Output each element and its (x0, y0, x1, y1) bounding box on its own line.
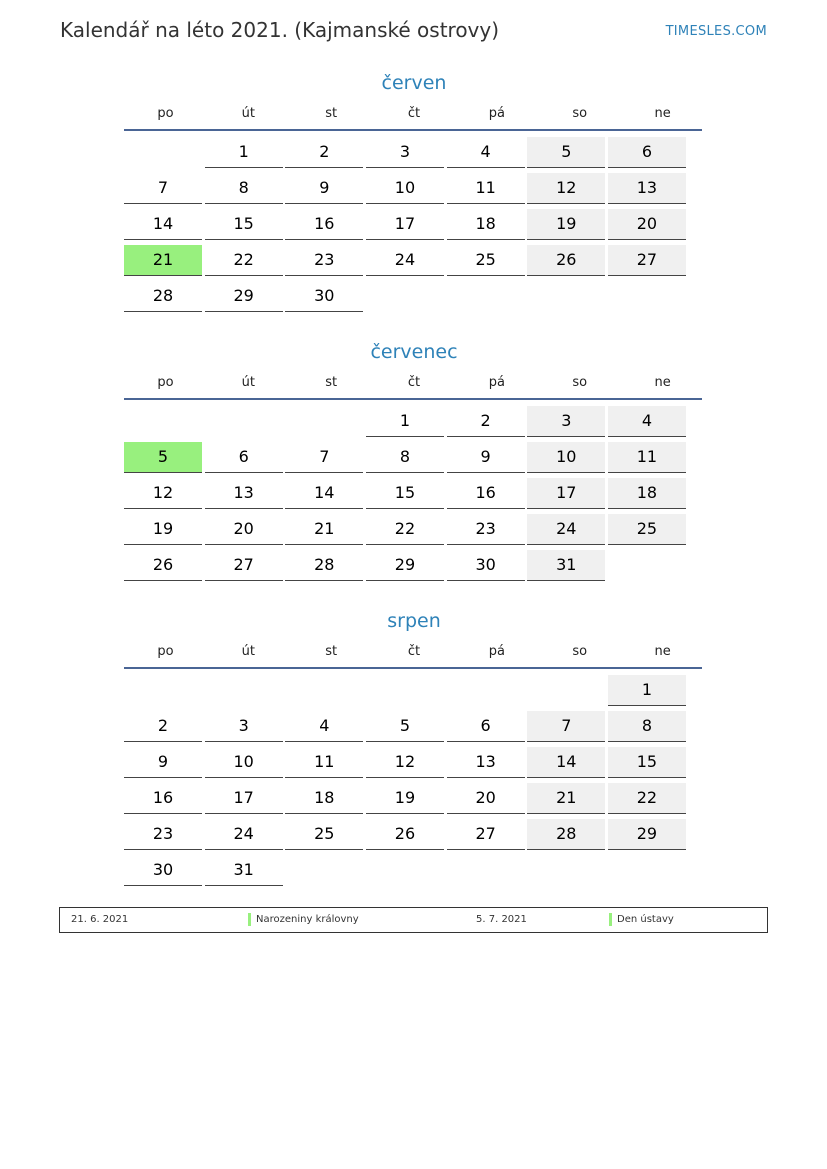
empty-cell (366, 855, 444, 885)
day-cell[interactable]: 11 (285, 747, 363, 778)
day-cell[interactable]: 29 (205, 281, 283, 312)
weekday-label: čt (407, 106, 421, 121)
day-cell[interactable]: 12 (527, 173, 605, 204)
week-row (124, 817, 704, 853)
day-cell[interactable]: 17 (527, 478, 605, 509)
day-cell[interactable]: 7 (527, 711, 605, 742)
week-row (124, 171, 704, 207)
day-cell[interactable]: 23 (447, 514, 525, 545)
day-cell[interactable]: 13 (447, 747, 525, 778)
day-cell[interactable]: 4 (608, 406, 686, 437)
empty-cell (527, 675, 605, 705)
day-cell[interactable]: 23 (124, 819, 202, 850)
weekday-label: út (241, 106, 255, 121)
holiday-day-cell[interactable]: 5 (124, 442, 202, 473)
empty-cell (285, 675, 363, 705)
day-cell[interactable]: 27 (205, 550, 283, 581)
week-row (124, 135, 704, 171)
week-row (124, 243, 704, 279)
day-cell[interactable]: 1 (366, 406, 444, 437)
day-cell[interactable]: 18 (447, 209, 525, 240)
day-cell[interactable]: 4 (447, 137, 525, 168)
week-row (124, 548, 704, 584)
day-cell[interactable]: 30 (124, 855, 202, 886)
day-cell[interactable]: 11 (447, 173, 525, 204)
day-cell[interactable]: 6 (205, 442, 283, 473)
day-cell[interactable]: 13 (205, 478, 283, 509)
day-cell[interactable]: 6 (608, 137, 686, 168)
month-june (124, 68, 704, 315)
day-cell[interactable]: 8 (608, 711, 686, 742)
day-cell[interactable]: 25 (447, 245, 525, 276)
day-cell[interactable]: 2 (124, 711, 202, 742)
day-cell[interactable]: 17 (205, 783, 283, 814)
weekday-label: so (572, 644, 588, 659)
day-cell[interactable]: 1 (608, 675, 686, 706)
weekday-label: čt (407, 644, 421, 659)
empty-cell (124, 137, 202, 167)
legend-date: 21. 6. 2021 (71, 914, 129, 925)
day-cell[interactable]: 18 (285, 783, 363, 814)
month-title: červen (381, 72, 447, 94)
month-title: srpen (387, 610, 441, 632)
weekday-label: st (325, 106, 338, 121)
holiday-color-swatch (609, 913, 612, 926)
weekday-label: po (157, 106, 174, 121)
week-row (124, 440, 704, 476)
day-cell[interactable]: 14 (124, 209, 202, 240)
day-cell[interactable]: 24 (366, 245, 444, 276)
header-divider (124, 129, 702, 131)
day-cell[interactable]: 19 (366, 783, 444, 814)
day-cell[interactable]: 15 (366, 478, 444, 509)
day-cell[interactable]: 18 (608, 478, 686, 509)
week-row (124, 745, 704, 781)
empty-cell (608, 281, 686, 311)
day-cell[interactable]: 28 (124, 281, 202, 312)
day-cell[interactable]: 9 (285, 173, 363, 204)
header-divider (124, 667, 702, 669)
day-cell[interactable]: 7 (285, 442, 363, 473)
week-row (124, 673, 704, 709)
day-cell[interactable]: 22 (608, 783, 686, 814)
day-cell[interactable]: 10 (527, 442, 605, 473)
week-row (124, 404, 704, 440)
day-cell[interactable]: 14 (285, 478, 363, 509)
week-row (124, 279, 704, 315)
weekday-label: ne (654, 375, 671, 390)
page-title: Kalendář na léto 2021. (Kajmanské ostrovy) (60, 18, 500, 42)
weekday-label: st (325, 375, 338, 390)
day-cell[interactable]: 16 (447, 478, 525, 509)
holiday-day-cell[interactable]: 21 (124, 245, 202, 276)
empty-cell (124, 406, 202, 436)
holiday-color-swatch (248, 913, 251, 926)
weekday-label: út (241, 375, 255, 390)
day-cell[interactable]: 26 (366, 819, 444, 850)
weekday-header (124, 374, 704, 398)
weekday-label: po (157, 375, 174, 390)
week-row (124, 476, 704, 512)
day-cell[interactable]: 16 (285, 209, 363, 240)
empty-cell (447, 675, 525, 705)
day-cell[interactable]: 29 (366, 550, 444, 581)
empty-cell (285, 406, 363, 436)
weekday-label: so (572, 106, 588, 121)
day-cell[interactable]: 12 (366, 747, 444, 778)
weekday-label: so (572, 375, 588, 390)
day-cell[interactable]: 20 (447, 783, 525, 814)
empty-cell (608, 855, 686, 885)
day-cell[interactable]: 15 (608, 747, 686, 778)
empty-cell (205, 675, 283, 705)
legend-holiday-name: Den ústavy (617, 914, 674, 925)
day-cell[interactable]: 13 (608, 173, 686, 204)
day-cell[interactable]: 8 (366, 442, 444, 473)
empty-cell (366, 675, 444, 705)
day-cell[interactable]: 22 (205, 245, 283, 276)
day-cell[interactable]: 4 (285, 711, 363, 742)
legend-date: 5. 7. 2021 (476, 914, 527, 925)
day-cell[interactable]: 24 (527, 514, 605, 545)
day-cell[interactable]: 20 (205, 514, 283, 545)
holiday-legend (59, 907, 768, 933)
week-row (124, 781, 704, 817)
week-row (124, 512, 704, 548)
day-cell[interactable]: 27 (608, 245, 686, 276)
empty-cell (124, 675, 202, 705)
day-cell[interactable]: 3 (527, 406, 605, 437)
day-cell[interactable]: 30 (447, 550, 525, 581)
empty-cell (366, 281, 444, 311)
day-cell[interactable]: 6 (447, 711, 525, 742)
empty-cell (205, 406, 283, 436)
month-title: červenec (370, 341, 458, 363)
weekday-header (124, 643, 704, 667)
calendar-grid (124, 673, 704, 889)
month-july (124, 337, 704, 584)
day-cell[interactable]: 10 (205, 747, 283, 778)
day-cell[interactable]: 9 (124, 747, 202, 778)
empty-cell (447, 281, 525, 311)
day-cell[interactable]: 31 (205, 855, 283, 886)
weekday-label: pá (488, 644, 505, 659)
day-cell[interactable]: 7 (124, 173, 202, 204)
day-cell[interactable]: 3 (366, 137, 444, 168)
day-cell[interactable]: 5 (527, 137, 605, 168)
calendar-grid (124, 404, 704, 584)
day-cell[interactable]: 27 (447, 819, 525, 850)
day-cell[interactable]: 24 (205, 819, 283, 850)
weekday-label: ne (654, 106, 671, 121)
day-cell[interactable]: 19 (527, 209, 605, 240)
day-cell[interactable]: 30 (285, 281, 363, 312)
header-divider (124, 398, 702, 400)
day-cell[interactable]: 19 (124, 514, 202, 545)
day-cell[interactable]: 9 (447, 442, 525, 473)
calendar-grid (124, 135, 704, 315)
day-cell[interactable]: 16 (124, 783, 202, 814)
day-cell[interactable]: 14 (527, 747, 605, 778)
day-cell[interactable]: 15 (205, 209, 283, 240)
weekday-label: út (241, 644, 255, 659)
day-cell[interactable]: 10 (366, 173, 444, 204)
day-cell[interactable]: 28 (285, 550, 363, 581)
empty-cell (447, 855, 525, 885)
day-cell[interactable]: 8 (205, 173, 283, 204)
day-cell[interactable]: 3 (205, 711, 283, 742)
weekday-label: pá (488, 106, 505, 121)
day-cell[interactable]: 21 (527, 783, 605, 814)
day-cell[interactable]: 1 (205, 137, 283, 168)
empty-cell (608, 550, 686, 580)
week-row (124, 207, 704, 243)
day-cell[interactable]: 29 (608, 819, 686, 850)
day-cell[interactable]: 25 (285, 819, 363, 850)
day-cell[interactable]: 26 (527, 245, 605, 276)
legend-holiday-name: Narozeniny královny (256, 914, 359, 925)
week-row (124, 709, 704, 745)
day-cell[interactable]: 2 (285, 137, 363, 168)
day-cell[interactable]: 22 (366, 514, 444, 545)
weekday-header (124, 105, 704, 129)
day-cell[interactable]: 20 (608, 209, 686, 240)
day-cell[interactable]: 11 (608, 442, 686, 473)
month-august (124, 606, 704, 889)
day-cell[interactable]: 21 (285, 514, 363, 545)
week-row (124, 853, 704, 889)
day-cell[interactable]: 2 (447, 406, 525, 437)
empty-cell (527, 281, 605, 311)
day-cell[interactable]: 5 (366, 711, 444, 742)
empty-cell (285, 855, 363, 885)
weekday-label: st (325, 644, 338, 659)
empty-cell (527, 855, 605, 885)
day-cell[interactable]: 31 (527, 550, 605, 581)
weekday-label: po (157, 644, 174, 659)
day-cell[interactable]: 12 (124, 478, 202, 509)
weekday-label: pá (488, 375, 505, 390)
weekday-label: ne (654, 644, 671, 659)
day-cell[interactable]: 26 (124, 550, 202, 581)
day-cell[interactable]: 17 (366, 209, 444, 240)
day-cell[interactable]: 23 (285, 245, 363, 276)
day-cell[interactable]: 25 (608, 514, 686, 545)
brand-link[interactable]: TIMESLES.COM (665, 24, 767, 39)
day-cell[interactable]: 28 (527, 819, 605, 850)
weekday-label: čt (407, 375, 421, 390)
